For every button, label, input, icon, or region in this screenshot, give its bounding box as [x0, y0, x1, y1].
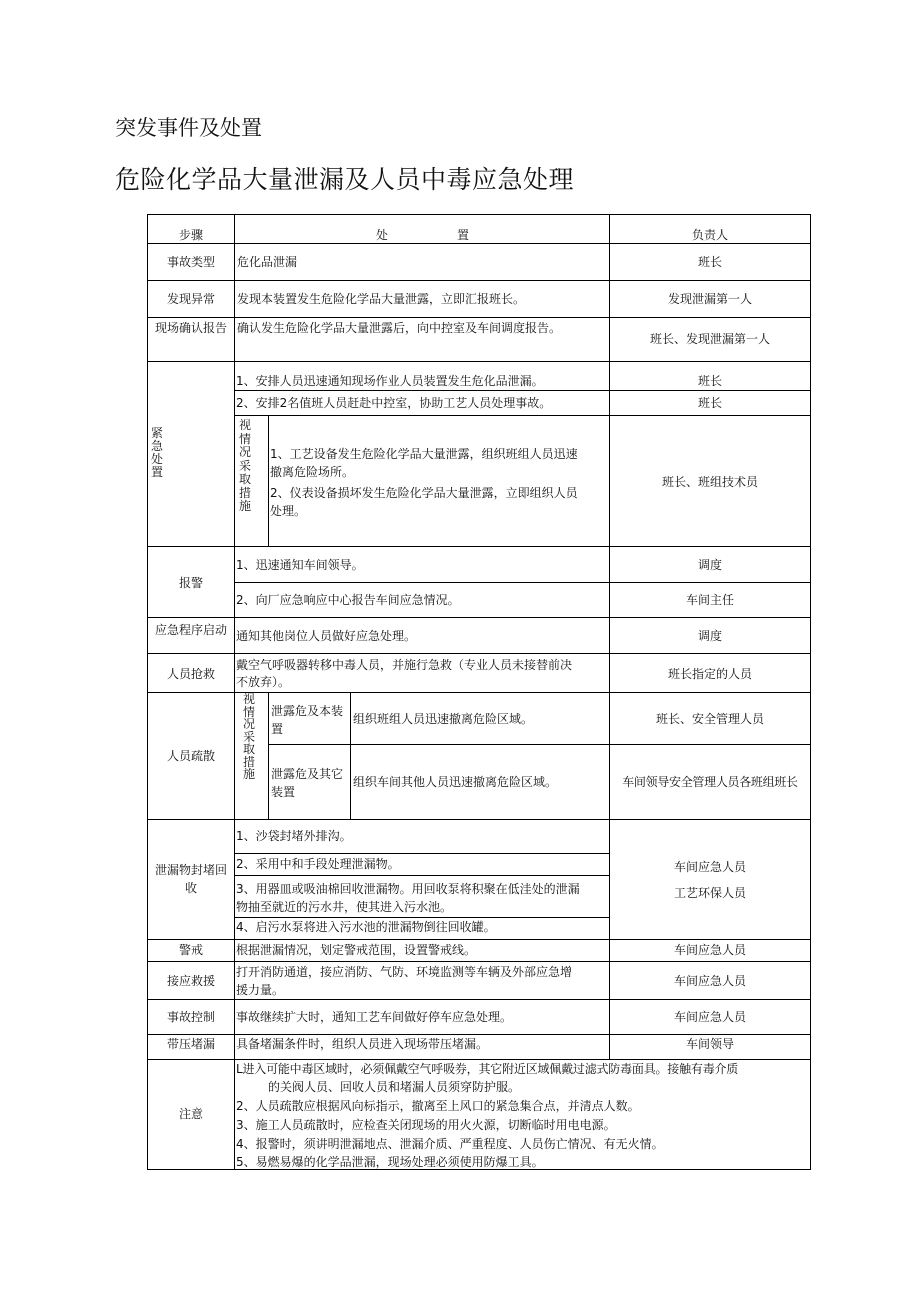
action-accident-type: 危化品泄漏: [237, 255, 298, 269]
step-rescue: 人员抢救: [166, 667, 215, 681]
action-find-abnormal: 发现本装置发生危险化学品大量泄露，立即汇报班长。: [237, 292, 526, 306]
step-alarm: 报警: [178, 576, 203, 590]
action-emergency-2: 2、安排2名值班人员赶赴中控室，协助工艺人员处理事故。: [236, 396, 552, 410]
evacuation-case-2-line1: 泄露危及其它: [271, 767, 344, 781]
step-notes: 注意: [178, 1107, 203, 1121]
sub-col-line: [350, 692, 351, 819]
person-evacuation-2: 车间领导安全管理人员各班组班长: [622, 775, 798, 789]
action-pressure-plug: 具备堵漏条件时，组织人员进入现场带压堵漏。: [236, 1037, 489, 1051]
action-alert: 根据泄漏情况，划定警戒范围，设置警戒线。: [236, 943, 477, 957]
step-accident-type: 事故类型: [166, 255, 215, 269]
person-alarm-2: 车间主任: [685, 593, 734, 607]
evacuation-situation-label: 视情况采取措施: [242, 692, 255, 781]
evacuation-case-2-line2: 装置: [271, 785, 296, 799]
row-line: [147, 243, 811, 244]
header-person: 负责人: [691, 228, 728, 242]
action-leak-3-line1: 3、用器皿或吸油棉回收泄漏物。用回收泵将积聚在低洼处的泄漏: [236, 882, 580, 896]
action-control: 事故继续扩大时，通知工艺车间做好停车应急处理。: [236, 1010, 513, 1024]
person-alert: 车间应急人员: [673, 943, 746, 957]
row-line: [147, 961, 811, 962]
note-3: 3、施工人员疏散时，应检查关闭现场的用火火源，切断临时用电电源。: [236, 1118, 616, 1132]
action-alarm-2: 2、向厂应急响应中心报告车间应急情况。: [236, 593, 460, 607]
person-alarm-1: 调度: [697, 558, 722, 572]
action-evacuation-2: 组织车间其他人员迅速撤离危险区域。: [353, 775, 558, 789]
section-title: 突发事件及处置: [115, 116, 262, 140]
person-find-abnormal: 发现泄漏第一人: [667, 292, 752, 306]
person-support: 车间应急人员: [673, 974, 746, 988]
action-program-start: 通知其他岗位人员做好应急处理。: [236, 629, 417, 643]
action-leak-3-line2: 物抽至就近的污水井，使其进入污水池。: [236, 900, 453, 914]
action-rescue-line2: 不放弃）。: [236, 675, 291, 689]
person-emergency-3: 班长、班组技术员: [661, 475, 758, 489]
header-action-1: 处: [376, 228, 389, 242]
step-program-start: 应急程序启动: [154, 623, 227, 637]
note-5: 5、易燃易爆的化学品泄漏，现场处理必须使用防爆工具。: [236, 1155, 544, 1169]
action-emergency-3-line1: 1、工艺设备发生危险化学品大量泄露，组织班组人员迅速: [270, 447, 578, 461]
action-site-confirm: 确认发生危险化学品大量泄露后，向中控室及车间调度报告。: [237, 321, 562, 335]
row-line: [147, 361, 811, 362]
person-emergency-1: 班长: [697, 374, 722, 388]
step-site-confirm: 现场确认报告: [154, 321, 227, 335]
action-leak-1: 1、沙袋封堵外排沟。: [236, 829, 352, 843]
action-support-line2: 援力量。: [236, 983, 285, 997]
header-step: 步骤: [178, 228, 203, 242]
person-rescue: 班长指定的人员: [667, 667, 752, 681]
row-line: [147, 999, 811, 1000]
sub-row-line: [234, 582, 811, 583]
sub-row-line: [234, 415, 811, 416]
sub-row-line: [234, 875, 609, 876]
note-2: 2、人员疏散应根据风向标指示，撤离至上风口的紧急集合点，并清点人数。: [236, 1099, 640, 1113]
action-alarm-1: 1、迅速通知车间领导。: [236, 558, 364, 572]
sub-row-line: [234, 917, 609, 918]
step-evacuation: 人员疏散: [166, 749, 215, 763]
step-control: 事故控制: [166, 1010, 215, 1024]
row-line: [147, 546, 811, 547]
person-accident-type: 班长: [697, 255, 722, 269]
sub-col-line: [268, 415, 269, 546]
row-line: [147, 1034, 811, 1035]
action-rescue-line1: 戴空气呼吸器转移中毒人员，并施行急救（专业人员未接替前决: [236, 658, 573, 672]
person-emergency-2: 班长: [697, 396, 722, 410]
emergency-situation-label: 视情况采取措施: [238, 418, 251, 513]
action-emergency-3-line4: 处理。: [270, 504, 307, 518]
person-leak-2: 工艺环保人员: [673, 886, 746, 900]
action-support-line1: 打开消防通道，接应消防、气防、环境监测等车辆及外部应急增: [236, 965, 573, 979]
sub-row-line: [234, 390, 811, 391]
header-action-2: 置: [457, 228, 470, 242]
step-pressure-plug: 带压堵漏: [166, 1037, 215, 1051]
row-line: [147, 617, 811, 618]
row-line: [147, 1059, 811, 1060]
row-line: [147, 214, 811, 215]
row-line: [147, 819, 811, 820]
action-emergency-3-line3: 2、仪表设备损坏发生危险化学品大量泄露，立即组织人员: [270, 486, 578, 500]
step-support: 接应救援: [166, 974, 215, 988]
evacuation-case-1-line2: 置: [271, 722, 284, 736]
row-line: [147, 939, 811, 940]
note-4: 4、报警时，须讲明泄漏地点、泄漏介质、严重程度、人员伤亡情况、有无火情。: [236, 1137, 664, 1151]
document-title: 危险化学品大量泄漏及人员中毒应急处理: [115, 165, 575, 194]
note-1-line1: L进入可能中毒区域时，必须佩戴空气呼吸券，其它附近区域佩戴过滤式防毒面具。接触有毒介质: [236, 1062, 739, 1076]
row-line: [147, 317, 811, 318]
action-emergency-3-line2: 撤离危险场所。: [270, 465, 355, 479]
step-alert: 警戒: [178, 943, 203, 957]
person-evacuation-1: 班长、安全管理人员: [655, 712, 764, 726]
action-evacuation-1: 组织班组人员迅速撤离危险区域。: [353, 712, 534, 726]
person-site-confirm: 班长、发现泄漏第一人: [649, 332, 770, 346]
step-emergency: 紧急处置: [150, 426, 163, 479]
person-control: 车间应急人员: [673, 1010, 746, 1024]
sub-row-line: [234, 853, 609, 854]
person-program-start: 调度: [697, 629, 722, 643]
evacuation-case-1-line1: 泄露危及本装: [271, 704, 344, 718]
row-line: [147, 653, 811, 654]
action-emergency-1: 1、安排人员迅速通知现场作业人员装置发生危化品泄漏。: [236, 374, 544, 388]
action-leak-2: 2、采用中和手段处理泄漏物。: [236, 857, 400, 871]
step-leak-recovery-line1: 泄漏物封堵回: [154, 863, 227, 877]
step-find-abnormal: 发现异常: [166, 292, 215, 306]
person-pressure-plug: 车间领导: [685, 1037, 734, 1051]
step-leak-recovery-line2: 收: [184, 881, 197, 895]
note-1-line2: 的关阀人员、回收人员和堵漏人员须穿防护服。: [268, 1080, 521, 1094]
row-line: [147, 280, 811, 281]
person-leak-1: 车间应急人员: [673, 860, 746, 874]
sub-col-line: [268, 692, 269, 819]
action-leak-4: 4、启污水泵将进入污水池的泄漏物倒往回收罐。: [236, 920, 496, 934]
